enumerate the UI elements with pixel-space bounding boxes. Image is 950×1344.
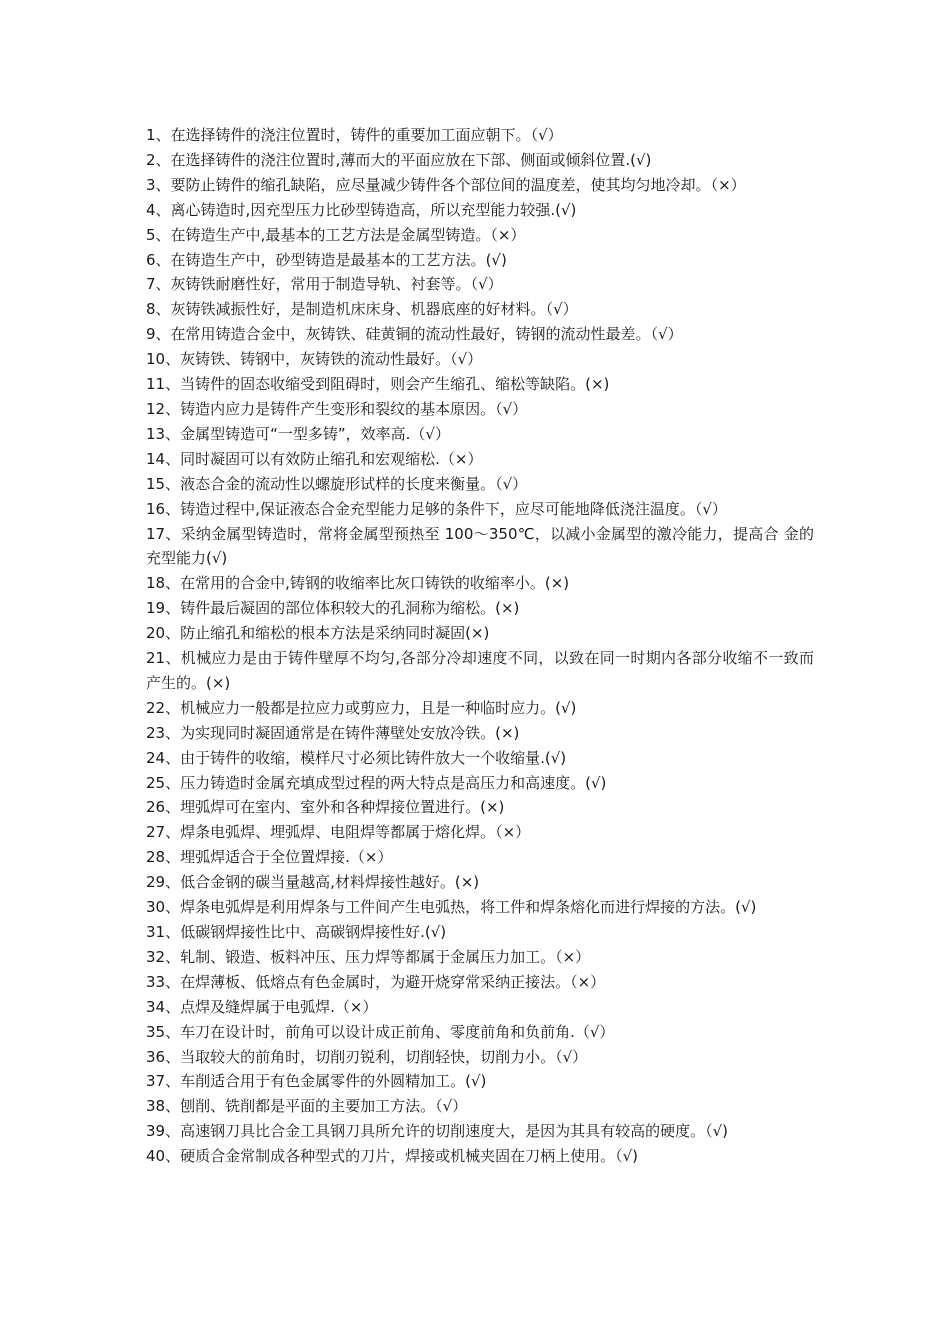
question-number: 18、 (146, 574, 181, 593)
question-item (146, 1045, 814, 1070)
question-item (146, 571, 814, 596)
question-text: 硬质合金常制成各种型式的刀片，焊接或机械夹固在刀柄上使用。 (180, 1147, 616, 1166)
answer-mark: (√) (630, 150, 652, 169)
question-item (146, 596, 814, 621)
question-text: 焊条电弧焊是利用焊条与工件间产生电弧热，将工件和焊条熔化而进行焊接的方法。 (180, 898, 736, 917)
question-number: 6、 (146, 250, 171, 269)
question-number: 5、 (146, 225, 171, 244)
question-number: 34、 (146, 997, 181, 1016)
question-number: 16、 (146, 499, 181, 518)
question-text: 灰铸铁、铸钢中，灰铸铁的流动性最好。 (180, 350, 451, 369)
question-number: 39、 (146, 1122, 181, 1141)
answer-mark: （√） (694, 499, 727, 518)
question-text: 低碳钢焊接性比中、高碳钢焊接性好. (180, 923, 425, 941)
question-number: 20、 (146, 624, 181, 643)
answer-mark: (√) (555, 698, 577, 717)
question-text: 埋弧焊适合于全位置焊接. (180, 848, 350, 867)
question-item (146, 522, 814, 572)
question-number: 12、 (146, 399, 181, 418)
question-number: 11、 (146, 375, 181, 394)
answer-mark: (×) (544, 574, 570, 593)
question-text: 在铸造生产中，砂型铸造是最基本的工艺方法。 (170, 250, 486, 269)
answer-mark: (√) (485, 250, 507, 269)
answer-mark: （√) (615, 1147, 639, 1166)
question-text: 埋弧焊可在室内、室外和各种焊接位置进行。 (180, 798, 481, 817)
question-item (146, 970, 814, 995)
answer-mark: （√） (410, 424, 450, 443)
answer-mark: (√) (555, 200, 577, 219)
answer-mark: （√） (530, 126, 563, 144)
question-text: 由于铸件的收缩，模样尺寸必须比铸件放大一个收缩量. (180, 748, 545, 767)
question-item (146, 347, 814, 372)
question-text: 铸造过程中,保证液态合金充型能力足够的条件下，应尽可能地降低浇注温度。 (180, 499, 695, 518)
question-number: 9、 (146, 325, 171, 344)
question-item (146, 1094, 814, 1119)
question-text: 车刀在设计时，前角可以设计成正前角、零度前角和负前角. (180, 1022, 575, 1041)
answer-mark: (√) (206, 549, 228, 568)
answer-mark: (√) (735, 898, 757, 917)
answer-mark: (×) (585, 375, 610, 394)
question-number: 31、 (146, 923, 181, 941)
answer-mark: （√） (545, 300, 578, 319)
answer-mark: (×) (454, 873, 480, 892)
answer-mark: (×) (465, 624, 490, 643)
question-text: 机械应力是由于铸件壁厚不均匀,各部分冷却速度不同，以致在同一时期内各部分收缩不一致而产生的。 (146, 649, 814, 692)
question-item (146, 920, 814, 945)
question-item (146, 148, 814, 173)
question-number: 8、 (146, 300, 171, 319)
answer-mark: （×） (490, 225, 526, 244)
question-text: 金属型铸造可“一型多铸”，效率高. (180, 424, 411, 443)
question-text: 在常用的合金中,铸钢的收缩率比灰口铸铁的收缩率小。 (180, 574, 545, 593)
answer-mark: （×） (439, 449, 483, 468)
question-item (146, 721, 814, 746)
question-number: 3、 (146, 175, 171, 194)
question-item (146, 447, 814, 472)
question-number: 40、 (146, 1147, 181, 1166)
question-text: 在常用铸造合金中，灰铸铁、硅黄铜的流动性最好，铸钢的流动性最差。 (170, 325, 651, 344)
question-text: 轧制、锻造、板料冲压、压力焊等都属于金属压力加工。 (180, 947, 556, 966)
question-item (146, 223, 814, 248)
question-item (146, 870, 814, 895)
question-text: 压力铸造时金属充填成型过程的两大特点是高压力和高速度。 (180, 773, 586, 792)
question-number: 10、 (146, 350, 181, 369)
question-text: 采纳金属型铸造时，常将金属型预热至 100～350℃，以减小金属型的激冷能力，提高合 金的充型能力 (146, 524, 814, 568)
answer-mark: （√） (435, 1097, 468, 1116)
question-text: 在选择铸件的浇注位置时，铸件的重要加工面应朝下。 (170, 126, 531, 144)
answer-mark: (×) (495, 723, 520, 742)
answer-mark: （×） (334, 997, 378, 1016)
question-item (146, 397, 814, 422)
question-item (146, 372, 814, 397)
answer-mark: (×) (480, 798, 505, 817)
question-number: 14、 (146, 449, 181, 468)
answer-mark: （×） (570, 972, 606, 991)
question-text: 在铸造生产中,最基本的工艺方法是金属型铸造。 (170, 225, 491, 244)
question-item (146, 646, 814, 696)
question-text: 同时凝固可以有效防止缩孔和宏观缩松. (180, 449, 440, 468)
question-number: 4、 (146, 200, 171, 219)
question-item (146, 696, 814, 721)
question-text: 刨削、铣削都是平面的主要加工方法。 (180, 1097, 436, 1116)
answer-mark: (√) (544, 748, 567, 767)
question-text: 焊条电弧焊、埋弧焊、电阻焊等都属于熔化焊。 (180, 823, 496, 842)
question-item (146, 173, 814, 198)
question-number: 24、 (146, 748, 181, 767)
question-item (146, 1119, 814, 1144)
answer-mark: （×） (349, 848, 393, 867)
question-item (146, 945, 814, 970)
question-text: 在选择铸件的浇注位置时,薄而大的平面应放在下部、侧面或倾斜位置. (170, 150, 631, 169)
question-item (146, 1020, 814, 1045)
question-item (146, 771, 814, 796)
question-item (146, 1144, 814, 1169)
answer-mark: （√） (574, 1022, 615, 1041)
question-item (146, 272, 814, 297)
question-number: 36、 (146, 1047, 181, 1066)
question-text: 灰铸铁减振性好，是制造机床床身、机器底座的好材料。 (170, 300, 546, 319)
question-text: 低合金钢的碳当量越高,材料焊接性越好。 (180, 873, 455, 892)
question-number: 21、 (146, 649, 181, 668)
question-item (146, 248, 814, 273)
question-number: 13、 (146, 424, 181, 443)
question-item (146, 845, 814, 870)
answer-mark: （×） (555, 947, 591, 966)
answer-mark: （√） (470, 275, 503, 294)
question-number: 1、 (146, 126, 171, 144)
answer-mark: (×) (206, 673, 231, 692)
question-item (146, 123, 814, 148)
question-text: 车削适合用于有色金属零件的外圆精加工。 (180, 1072, 466, 1091)
question-number: 38、 (146, 1097, 181, 1116)
question-text: 当铸件的固态收缩受到阻碍时，则会产生缩孔、缩松等缺陷。 (180, 375, 586, 394)
answer-mark: (√) (585, 773, 607, 792)
question-item (146, 795, 814, 820)
answer-mark: （√） (650, 325, 683, 344)
question-number: 32、 (146, 947, 181, 966)
question-number: 26、 (146, 798, 181, 817)
question-item (146, 621, 814, 646)
question-text: 铸造内应力是铸件产生变形和裂纹的基本原因。 (180, 399, 496, 418)
answer-mark: （√） (555, 1047, 588, 1066)
question-text: 灰铸铁耐磨性好，常用于制造导轨、衬套等。 (170, 275, 471, 294)
question-number: 33、 (146, 972, 181, 991)
answer-mark: （√） (450, 350, 483, 369)
question-number: 25、 (146, 773, 181, 792)
question-item (146, 820, 814, 845)
question-list (146, 123, 814, 1169)
answer-mark: (×) (495, 599, 520, 618)
question-item (146, 497, 814, 522)
answer-mark: （√) (705, 1122, 729, 1141)
question-number: 37、 (146, 1072, 181, 1091)
answer-mark: （√） (495, 474, 528, 493)
question-text: 为实现同时凝固通常是在铸件薄壁处安放冷铁。 (180, 723, 496, 742)
question-item (146, 472, 814, 497)
question-number: 28、 (146, 848, 181, 867)
question-text: 离心铸造时,因充型压力比砂型铸造高，所以充型能力较强. (170, 200, 556, 219)
answer-mark: (√) (465, 1072, 487, 1091)
question-number: 7、 (146, 275, 171, 294)
question-text: 铸件最后凝固的部位体积较大的孔洞称为缩松。 (180, 599, 496, 618)
answer-mark: （×） (710, 175, 746, 194)
question-text: 要防止铸件的缩孔缺陷，应尽量减少铸件各个部位间的温度差，使其均匀地冷却。 (170, 175, 711, 194)
question-text: 在焊薄板、低熔点有色金属时，为避开烧穿常采纳正接法。 (180, 972, 571, 991)
answer-mark: （×） (495, 823, 531, 842)
question-item (146, 995, 814, 1020)
question-item (146, 1069, 814, 1094)
question-text: 点焊及缝焊属于电弧焊. (180, 997, 335, 1016)
question-number: 35、 (146, 1022, 181, 1041)
question-item (146, 895, 814, 920)
answer-mark: (√) (424, 923, 447, 941)
question-item (146, 198, 814, 223)
question-item (146, 297, 814, 322)
question-number: 29、 (146, 873, 181, 892)
question-text: 机械应力一般都是拉应力或剪应力，且是一种临时应力。 (180, 698, 556, 717)
question-number: 17、 (146, 524, 181, 543)
question-text: 液态合金的流动性以螺旋形试样的长度来衡量。 (180, 474, 496, 493)
question-text: 高速钢刀具比合金工具钢刀具所允许的切削速度大，是因为其具有较高的硬度。 (180, 1122, 706, 1141)
question-number: 30、 (146, 898, 181, 917)
question-text: 防止缩孔和缩松的根本方法是采纳同时凝固 (180, 624, 466, 643)
question-text: 当取较大的前角时，切削刃锐利，切削轻快，切削力小。 (180, 1047, 556, 1066)
question-item (146, 322, 814, 347)
question-number: 2、 (146, 150, 171, 169)
question-number: 22、 (146, 698, 181, 717)
question-item (146, 746, 814, 771)
answer-mark: （√） (495, 399, 528, 418)
question-number: 27、 (146, 823, 181, 842)
question-number: 19、 (146, 599, 181, 618)
question-item (146, 422, 814, 447)
question-number: 15、 (146, 474, 181, 493)
question-number: 23、 (146, 723, 181, 742)
